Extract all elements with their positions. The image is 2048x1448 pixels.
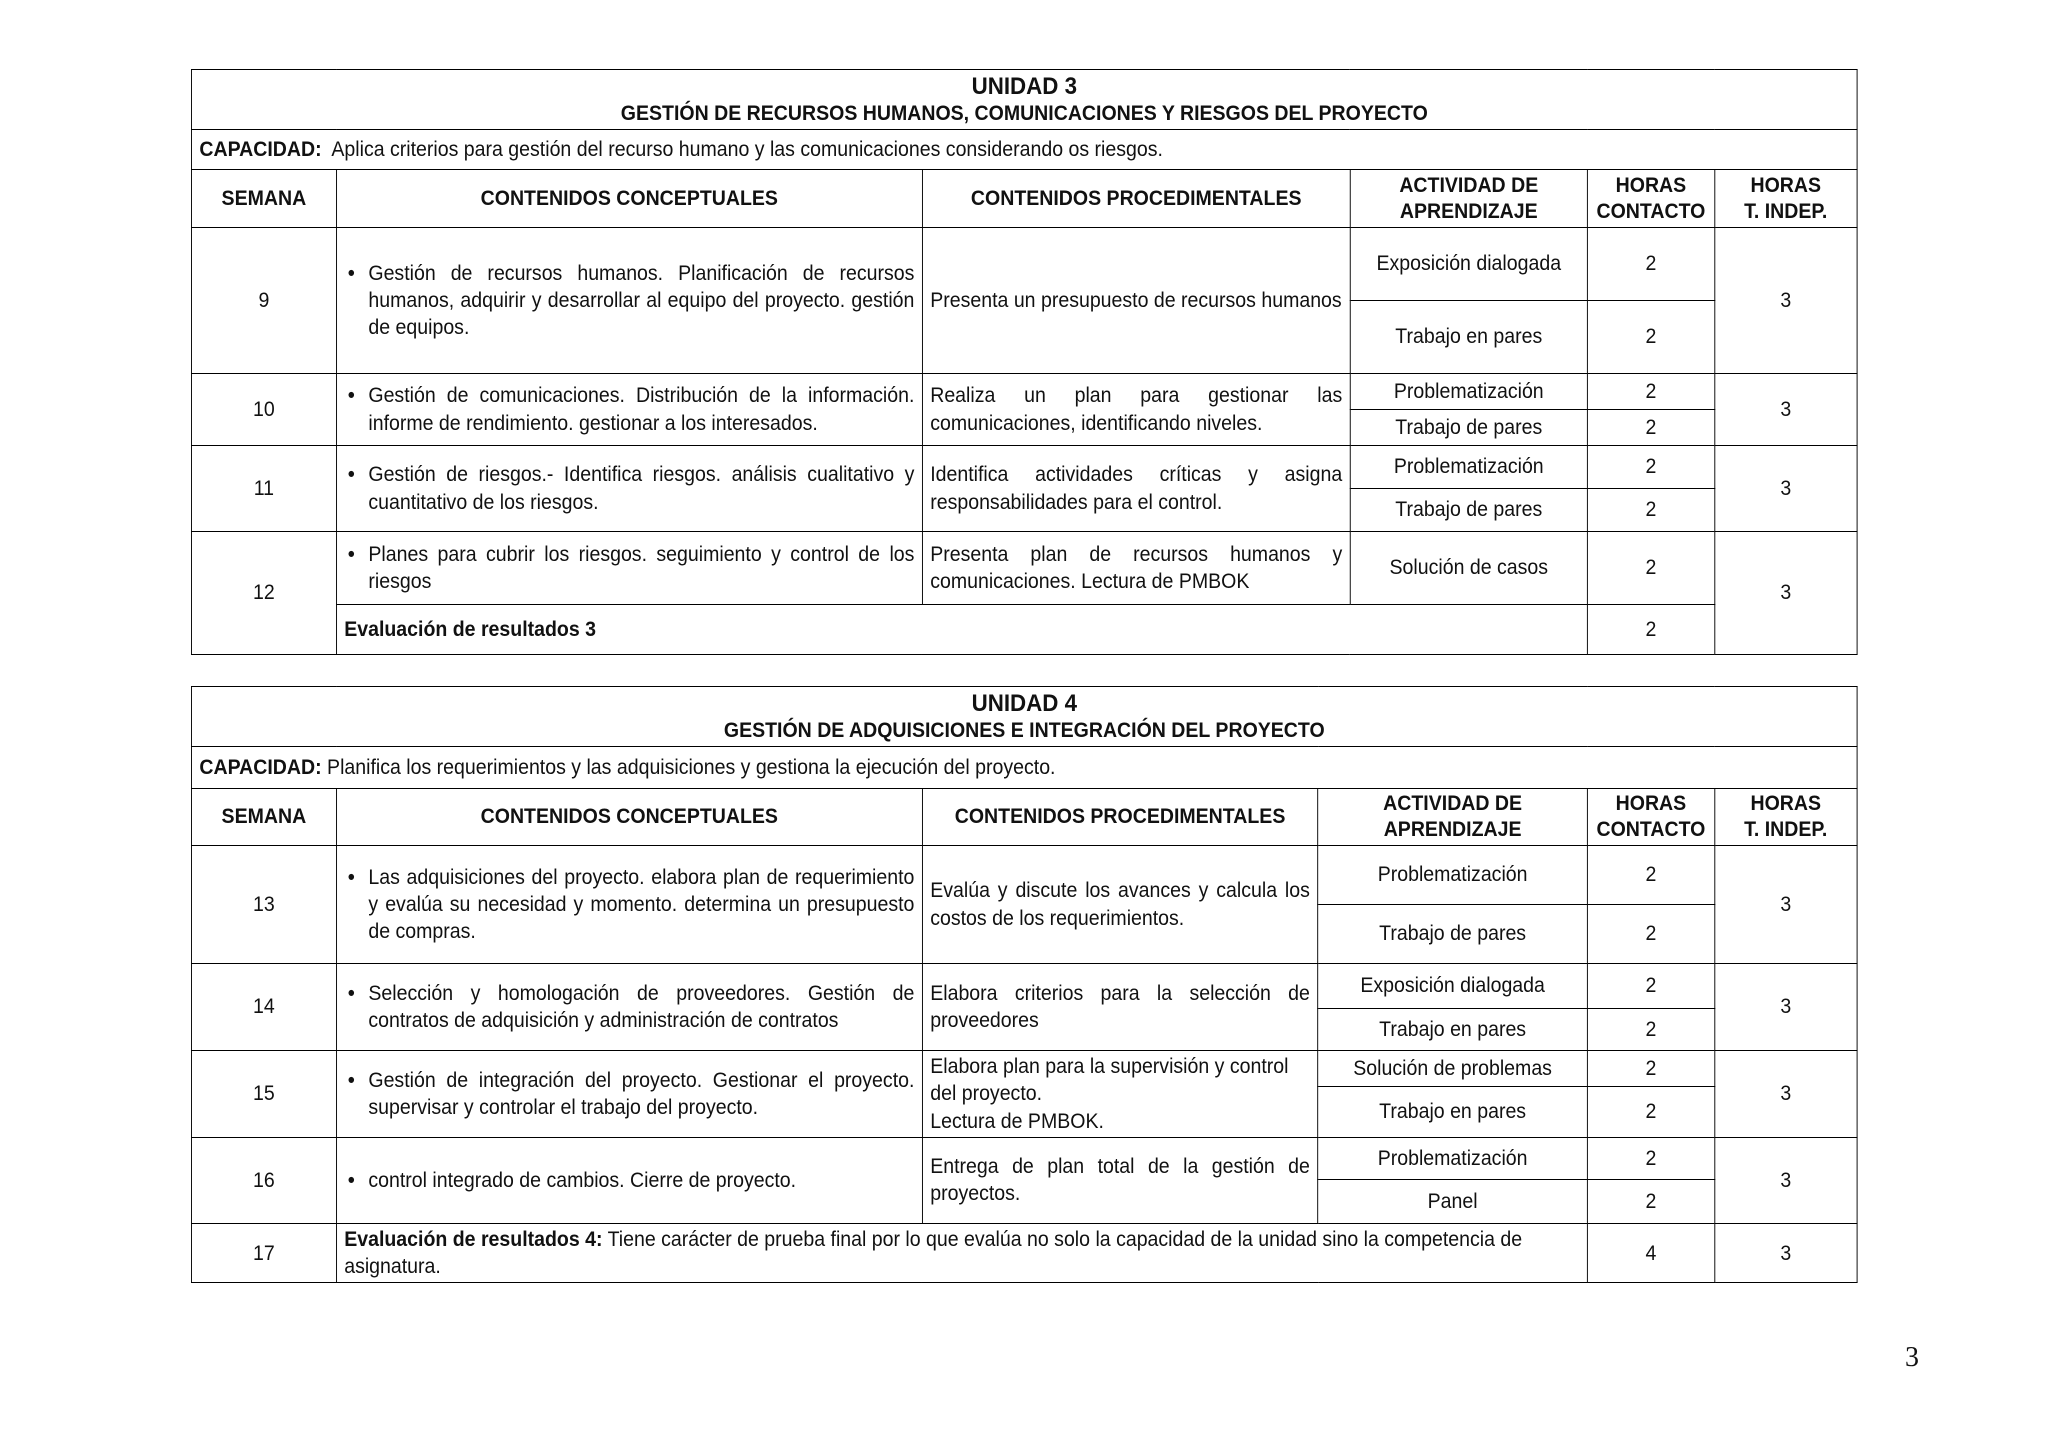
indep-hours: 3 bbox=[1714, 1223, 1857, 1283]
header-conceptuales: CONTENIDOS CONCEPTUALES bbox=[336, 789, 922, 846]
bullet-item: • Gestión de comunicaciones. Distribución de la información. informe de rendimiento. gestionar a los interesados. bbox=[368, 382, 914, 437]
unit-4-table bbox=[191, 686, 1858, 1283]
indep-hours: 3 bbox=[1714, 1051, 1857, 1138]
contact-hours: 2 bbox=[1587, 489, 1714, 532]
header-actividad-line1: ACTIVIDAD DE bbox=[1383, 792, 1523, 815]
activity: Problematización bbox=[1318, 1137, 1588, 1179]
header-indep-line2: T. INDEP. bbox=[1744, 199, 1828, 223]
week-number: 16 bbox=[191, 1137, 336, 1223]
indep-hours: 3 bbox=[1714, 374, 1857, 446]
unit-label: UNIDAD 3 bbox=[971, 72, 1077, 100]
activity: Problematización bbox=[1350, 374, 1587, 410]
capacity-text: Aplica criterios para gestión del recurso humano y las comunicaciones considerando os riesgos. bbox=[331, 137, 1163, 161]
contact-hours: 2 bbox=[1587, 846, 1714, 905]
table-row bbox=[191, 1223, 1857, 1283]
activity: Trabajo de pares bbox=[1318, 905, 1588, 964]
unit-title: GESTIÓN DE RECURSOS HUMANOS, COMUNICACIONES Y RIESGOS DEL PROYECTO bbox=[620, 101, 1428, 125]
contact-hours: 2 bbox=[1587, 1087, 1714, 1138]
activity: Exposición dialogada bbox=[1350, 228, 1587, 301]
header-contacto bbox=[1587, 170, 1714, 228]
activity: Solución de casos bbox=[1350, 532, 1587, 605]
procedural-content bbox=[922, 1051, 1317, 1138]
conceptual-content bbox=[336, 446, 922, 532]
header-contacto-line1: HORAS bbox=[1615, 792, 1687, 815]
evaluation-label: Evaluación de resultados 4: bbox=[344, 1227, 603, 1251]
conceptual-content bbox=[336, 228, 922, 374]
table-row bbox=[191, 1137, 1857, 1179]
table-row bbox=[191, 532, 1857, 605]
bullet-item: • Las adquisiciones del proyecto. elabora plan de requerimiento y evalúa su necesidad y momento. determina un presupuesto de compras. bbox=[368, 864, 914, 946]
capacity-label: CAPACIDAD: bbox=[199, 137, 322, 161]
contact-hours: 4 bbox=[1587, 1223, 1714, 1283]
indep-hours: 3 bbox=[1714, 228, 1857, 374]
contact-hours: 2 bbox=[1587, 964, 1714, 1009]
header-actividad-line1: ACTIVIDAD DE bbox=[1399, 173, 1539, 197]
contact-hours: 2 bbox=[1587, 228, 1714, 301]
week-number: 13 bbox=[191, 846, 336, 964]
indep-hours: 3 bbox=[1714, 1137, 1857, 1223]
header-contacto-line2: CONTACTO bbox=[1596, 199, 1706, 223]
procedural-content: Realiza un plan para gestionar las comunicaciones, identificando niveles. bbox=[922, 374, 1350, 446]
header-contacto bbox=[1587, 789, 1714, 846]
header-indep-line2: T. INDEP. bbox=[1744, 818, 1828, 841]
contact-hours: 2 bbox=[1587, 905, 1714, 964]
procedural-content: Presenta plan de recursos humanos y comunicaciones. Lectura de PMBOK bbox=[922, 532, 1350, 605]
activity: Problematización bbox=[1350, 446, 1587, 489]
contact-hours: 2 bbox=[1587, 605, 1714, 655]
indep-hours: 3 bbox=[1714, 532, 1857, 655]
indep-hours: 3 bbox=[1714, 446, 1857, 532]
activity: Problematización bbox=[1318, 846, 1588, 905]
unit-title: GESTIÓN DE ADQUISICIONES E INTEGRACIÓN DEL PROYECTO bbox=[723, 718, 1325, 742]
conceptual-content bbox=[336, 1051, 922, 1138]
capacity-row bbox=[191, 130, 1857, 170]
week-number: 12 bbox=[191, 532, 336, 655]
activity: Trabajo de pares bbox=[1350, 410, 1587, 446]
bullet-item: • Gestión de integración del proyecto. Gestionar el proyecto. supervisar y controlar el trabajo del proyecto. bbox=[368, 1067, 914, 1122]
header-conceptuales: CONTENIDOS CONCEPTUALES bbox=[336, 170, 922, 228]
conceptual-content bbox=[336, 532, 922, 605]
contact-hours: 2 bbox=[1587, 446, 1714, 489]
table-row bbox=[191, 374, 1857, 410]
header-indep bbox=[1714, 170, 1857, 228]
unit-label: UNIDAD 4 bbox=[971, 689, 1077, 717]
header-actividad bbox=[1350, 170, 1587, 228]
indep-hours: 3 bbox=[1714, 846, 1857, 964]
activity: Exposición dialogada bbox=[1318, 964, 1588, 1009]
bullet-item: • Gestión de recursos humanos. Planificación de recursos humanos, adquirir y desarrollar al equipo del proyecto. gestión de equipos. bbox=[368, 260, 914, 342]
table-row bbox=[191, 446, 1857, 489]
header-indep-line1: HORAS bbox=[1750, 792, 1822, 815]
contact-hours: 2 bbox=[1587, 1009, 1714, 1051]
conceptual-content bbox=[336, 846, 922, 964]
procedural-content: Elabora criterios para la selección de proveedores bbox=[922, 964, 1317, 1051]
week-number: 14 bbox=[191, 964, 336, 1051]
capacity-text: Planifica los requerimientos y las adquisiciones y gestiona la ejecución del proyecto. bbox=[327, 755, 1056, 779]
header-actividad bbox=[1318, 789, 1588, 846]
table-row bbox=[191, 1051, 1857, 1087]
evaluation-text: Tiene carácter de prueba final por lo que evalúa no solo la capacidad de la unidad sino la competencia de asignatura. bbox=[344, 1227, 1523, 1279]
header-actividad-line2: APRENDIZAJE bbox=[1383, 818, 1522, 841]
procedural-content: Evalúa y discute los avances y calcula los costos de los requerimientos. bbox=[922, 846, 1317, 964]
conceptual-content bbox=[336, 374, 922, 446]
activity: Trabajo en pares bbox=[1350, 301, 1587, 374]
unit-heading bbox=[191, 70, 1857, 130]
header-contacto-line1: HORAS bbox=[1615, 173, 1687, 197]
header-semana: SEMANA bbox=[191, 170, 336, 228]
evaluation-label: Evaluación de resultados 3 bbox=[336, 605, 1587, 655]
page-number: 3 bbox=[1905, 1342, 1919, 1373]
contact-hours: 2 bbox=[1587, 1137, 1714, 1179]
conceptual-content bbox=[336, 964, 922, 1051]
capacity-label: CAPACIDAD: bbox=[199, 755, 322, 779]
contact-hours: 2 bbox=[1587, 532, 1714, 605]
procedural-content: Entrega de plan total de la gestión de proyectos. bbox=[922, 1137, 1317, 1223]
header-indep bbox=[1714, 789, 1857, 846]
activity: Trabajo de pares bbox=[1350, 489, 1587, 532]
unit-3-table bbox=[191, 69, 1858, 655]
indep-hours: 3 bbox=[1714, 964, 1857, 1051]
header-procedimentales: CONTENIDOS PROCEDIMENTALES bbox=[922, 789, 1317, 846]
activity: Solución de problemas bbox=[1318, 1051, 1588, 1087]
table-row bbox=[191, 846, 1857, 905]
procedural-content: Presenta un presupuesto de recursos humanos bbox=[922, 228, 1350, 374]
week-number: 9 bbox=[191, 228, 336, 374]
contact-hours: 2 bbox=[1587, 1179, 1714, 1223]
bullet-item: • Selección y homologación de proveedores. Gestión de contratos de adquisición y administración de contratos bbox=[368, 980, 914, 1035]
procedural-line: Elabora plan para la supervisión y control del proyecto. bbox=[930, 1055, 1289, 1106]
activity: Panel bbox=[1318, 1179, 1588, 1223]
table-row bbox=[191, 228, 1857, 301]
week-number: 10 bbox=[191, 374, 336, 446]
bullet-item: • Gestión de riesgos.- Identifica riesgos. análisis cualitativo y cuantitativo de los riesgos. bbox=[368, 461, 914, 516]
header-actividad-line2: APRENDIZAJE bbox=[1399, 199, 1538, 223]
week-number: 11 bbox=[191, 446, 336, 532]
contact-hours: 2 bbox=[1587, 301, 1714, 374]
header-procedimentales: CONTENIDOS PROCEDIMENTALES bbox=[922, 170, 1350, 228]
procedural-line: Lectura de PMBOK. bbox=[930, 1109, 1104, 1133]
activity: Trabajo en pares bbox=[1318, 1087, 1588, 1138]
bullet-item: • control integrado de cambios. Cierre de proyecto. bbox=[368, 1167, 914, 1194]
contact-hours: 2 bbox=[1587, 1051, 1714, 1087]
procedural-content: Identifica actividades críticas y asigna responsabilidades para el control. bbox=[922, 446, 1350, 532]
header-contacto-line2: CONTACTO bbox=[1596, 818, 1706, 841]
week-number: 17 bbox=[191, 1223, 336, 1283]
conceptual-content bbox=[336, 1137, 922, 1223]
table-row bbox=[191, 605, 1857, 655]
unit-heading bbox=[191, 687, 1857, 747]
header-semana: SEMANA bbox=[191, 789, 336, 846]
header-indep-line1: HORAS bbox=[1750, 173, 1822, 197]
activity: Trabajo en pares bbox=[1318, 1009, 1588, 1051]
contact-hours: 2 bbox=[1587, 374, 1714, 410]
capacity-row bbox=[191, 747, 1857, 789]
evaluation-content bbox=[336, 1223, 1587, 1283]
table-row bbox=[191, 964, 1857, 1009]
contact-hours: 2 bbox=[1587, 410, 1714, 446]
bullet-item: • Planes para cubrir los riesgos. seguimiento y control de los riesgos bbox=[368, 541, 914, 596]
week-number: 15 bbox=[191, 1051, 336, 1138]
